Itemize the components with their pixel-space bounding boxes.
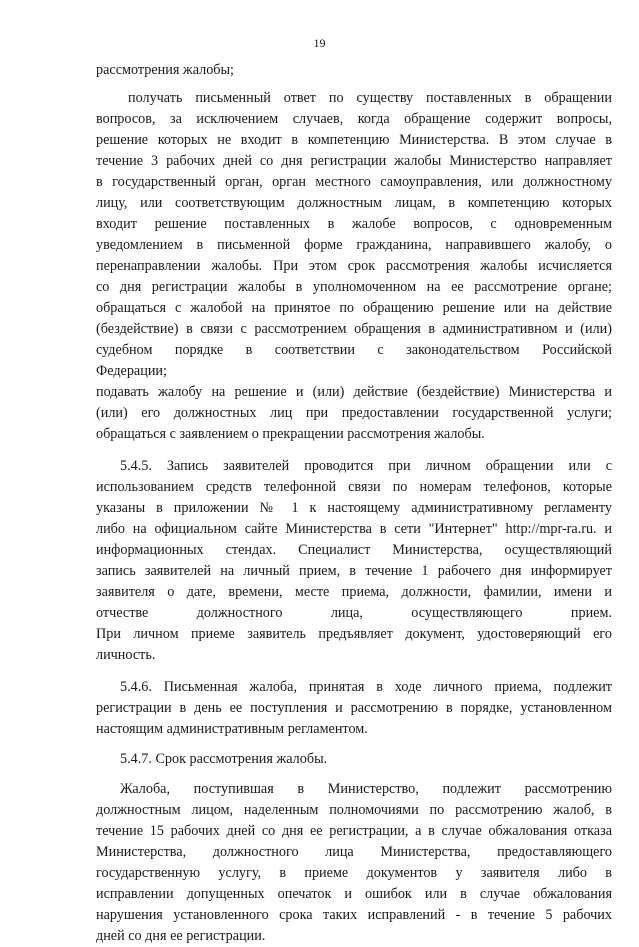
text-line: получать письменный ответ по существу поставленных в обращении bbox=[128, 90, 612, 106]
text-line: перенаправлении жалобы. При этом срок рассмотрения жалобы исчисляется bbox=[96, 258, 612, 274]
paragraph-gap bbox=[96, 81, 612, 88]
text-line: Федерации; bbox=[96, 363, 167, 379]
text-line: отчестве должностного лица, осуществляющего прием. bbox=[96, 605, 612, 621]
text-line: информационных стендах. Специалист Министерства, осуществляющий bbox=[96, 542, 612, 558]
text-line: обращаться с заявлением о прекращении рассмотрения жалобы. bbox=[96, 426, 485, 442]
text-line: течение 3 рабочих дней со дня регистрации жалобы Министерство направляет bbox=[96, 153, 612, 169]
text-line: вопросов, за исключением случаев, когда обращение содержит вопросы, bbox=[96, 111, 612, 127]
text-line: регистрации в день ее поступления и рассмотрению в порядке, установленном bbox=[96, 700, 612, 716]
paragraph-gap bbox=[96, 445, 612, 456]
text-line: должностным лицом, наделенным полномочиями по рассмотрению жалоб, в bbox=[96, 802, 612, 818]
paragraph-gap bbox=[96, 666, 612, 677]
text-line: со дня регистрации жалобы в уполномоченном на ее рассмотрение органе; bbox=[96, 279, 612, 295]
text-line: При личном приеме заявитель предъявляет документ, удостоверяющий его bbox=[96, 626, 612, 642]
paragraph-complaint-deadline bbox=[96, 779, 612, 947]
text-line: 5.4.7. Срок рассмотрения жалобы. bbox=[120, 751, 328, 767]
paragraph-5-4-5 bbox=[96, 456, 612, 666]
paragraph-5-4-6 bbox=[96, 677, 612, 740]
text-line: заявителя о дате, времени, месте приема, должности, фамилии, имени и bbox=[96, 584, 612, 600]
text-line: в государственный орган, орган местного самоуправления, или должностному bbox=[96, 174, 612, 190]
text-line: течение 15 рабочих дней со дня ее регистрации, а в случае обжалования отказа bbox=[96, 823, 612, 839]
text-line: (бездействие) в связи с рассмотрением обращения в административном и (или) bbox=[96, 321, 612, 337]
text-line: Жалоба, поступившая в Министерство, подлежит рассмотрению bbox=[120, 781, 612, 797]
text-line: уведомлением в письменной форме гражданина, направившего жалобу, о bbox=[96, 237, 612, 253]
text-line: указаны в приложении № 1 к настоящему административному регламенту bbox=[96, 500, 612, 516]
text-line: либо на официальном сайте Министерства в сети "Интернет" http://mpr-ra.ru. и bbox=[96, 521, 612, 537]
text-line: дней со дня ее регистрации. bbox=[96, 928, 266, 944]
text-line: настоящим административным регламентом. bbox=[96, 721, 368, 737]
text-line: 5.4.5. Запись заявителей проводится при личном обращении или с bbox=[120, 458, 612, 474]
text-line: лицу, или соответствующим должностным лицам, в компетенцию которых bbox=[96, 195, 612, 211]
text-line: личность. bbox=[96, 647, 156, 663]
paragraph-continuation bbox=[96, 60, 612, 81]
text-line: запись заявителей на личный прием, в течение 1 рабочего дня информирует bbox=[96, 563, 612, 579]
paragraph-gap bbox=[96, 770, 612, 779]
paragraph-gap bbox=[96, 740, 612, 749]
text-line: обращаться с жалобой на принятое по обращению решение или на действие bbox=[96, 300, 612, 316]
text-line: Министерства, должностного лица Министерства, предоставляющего bbox=[96, 844, 612, 860]
document-body bbox=[96, 60, 612, 947]
text-line: 5.4.6. Письменная жалоба, принятая в ходе личного приема, подлежит bbox=[120, 679, 612, 695]
text-line: государственную услугу, в приеме документов у заявителя либо в bbox=[96, 865, 612, 881]
text-line: судебном порядке в соответствии с законодательством Российской bbox=[96, 342, 612, 358]
text-line: исправлении допущенных опечаток и ошибок или в случае обжалования bbox=[96, 886, 612, 902]
paragraph-rights-list bbox=[96, 88, 612, 445]
text-line: (или) его должностных лиц при предоставлении государственной услуги; bbox=[96, 405, 612, 421]
text-line: решение которых не входит в компетенцию Министерства. В этом случае в bbox=[96, 132, 612, 148]
text-line: нарушения установленного срока таких исправлений - в течение 5 рабочих bbox=[96, 907, 612, 923]
text-line: подавать жалобу на решение и (или) действие (бездействие) Министерства и bbox=[96, 384, 612, 400]
page-number: 19 bbox=[313, 36, 326, 50]
text-line: рассмотрения жалобы; bbox=[96, 62, 234, 78]
paragraph-5-4-7 bbox=[96, 749, 612, 770]
text-line: использованием средств телефонной связи по номерам телефонов, которые bbox=[96, 479, 612, 495]
text-line: входит решение поставленных в жалобе вопросов, с одновременным bbox=[96, 216, 612, 232]
